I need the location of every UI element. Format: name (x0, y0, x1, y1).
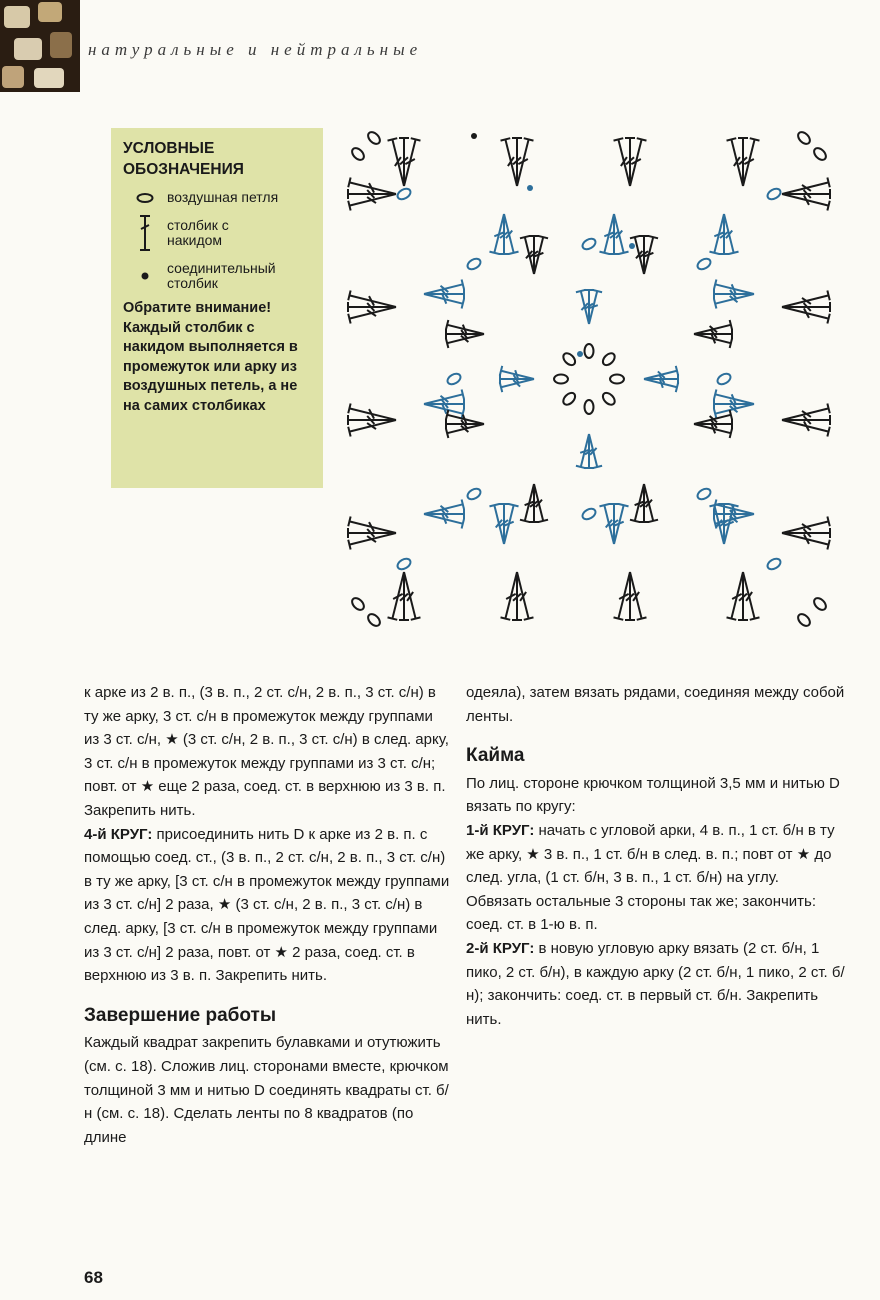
paragraph-finishing: Каждый квадрат закрепить булавками и отутюжить (см. с. 18). Сложив лиц. сторонами вместе, крючком толщиной 3 мм и нитью D соединять квадраты ст. б/н (см. с. 18). Сделать ленты по 8 квадратов (по длине (84, 1034, 449, 1146)
border-round2-text: в новую угловую арку вязать (2 ст. б/н, 1 пико, 2 ст. б/н), в каждую арку (2 ст. б/н, 1 пико, 2 ст. б/н); закончить: соед. ст. в первый ст. б/н. Закрепить нить. (466, 939, 845, 1028)
legend-label-double-crochet: столбик с накидом (167, 217, 229, 248)
paragraph-round4 (84, 823, 450, 988)
corner-photo-thumbnail (0, 0, 80, 92)
slip-stitch-symbol (471, 133, 477, 139)
chain-stitch-symbol (610, 375, 624, 384)
paragraph-round3-end: к арке из 2 в. п., (3 в. п., 2 ст. с/н, 2 в. п., 3 ст. с/н) в ту же арку, 3 ст. с/н в промежуток между группами из 3 ст. с/н, ★ (3 ст. с/н, 2 в. п., 3 ст. с/н) в след. арку, 3 ст. с/н в промежуток между группами из 3 ст. с/н; повт. от ★ еще 2 раза, соед. ст. в верхнюю из 3 в. п. Закрепить нить. (84, 684, 449, 819)
chain-stitch-symbol (350, 146, 366, 162)
chain-stitch-symbol (696, 257, 713, 272)
round4-text: присоединить нить D к арке из 2 в. п. с помощью соед. ст., (3 в. п., 2 ст. с/н, 2 в. п., 3 ст. с/н) в ту же арку, [3 ст. с/н в промежуток между группами из 3 ст. с/н] 2 раза, ★ (3 ст. с/н, 2 в. п., 3 ст. с/н) в след. арку, [3 ст. с/н в промежуток между группами из 3 ст. с/н] 2 раза, повт. от ★ 2 раза, соед. ст. в верхнюю из 3 в. п. Закрепить нить. (84, 825, 450, 985)
legend-item-chain (123, 190, 311, 205)
border-round1-label: 1-й КРУГ: (466, 821, 535, 839)
text-column-left (84, 681, 450, 1149)
chain-stitch-symbol (796, 130, 812, 146)
legend-label-chain: воздушная петля (167, 189, 279, 205)
chain-stitch-symbol (812, 596, 828, 612)
crochet-chart-diagram (334, 124, 844, 634)
chain-stitch-symbol (585, 400, 594, 414)
legend-label-slip-stitch: соединительный столбик (167, 260, 276, 291)
border-round2-label: 2-й КРУГ: (466, 939, 535, 957)
chain-stitch-symbol (446, 372, 463, 387)
chain-stitch-symbol (812, 146, 828, 162)
page-number: 68 (84, 1268, 103, 1287)
round4-label: 4-й КРУГ: (84, 825, 153, 843)
slip-stitch-symbol (629, 243, 635, 249)
text-column-right (466, 681, 846, 1031)
paragraph-border-round2 (466, 937, 846, 1031)
chain-stitch-symbol (581, 237, 598, 252)
legend-item-double-crochet (123, 213, 311, 253)
chain-stitch-symbol (554, 375, 568, 384)
paragraph-border-intro: По лиц. стороне крючком толщиной 3,5 мм и нитью D вязать по кругу: (466, 774, 840, 816)
paragraph-border-round1 (466, 819, 846, 937)
chain-stitch-symbol (581, 507, 598, 522)
chain-stitch-symbol (716, 372, 733, 387)
running-head: натуральные и нейтральные (88, 40, 423, 59)
chain-stitch-symbol (366, 612, 382, 628)
legend-item-slip-stitch (123, 261, 311, 291)
chain-stitch-symbol (466, 257, 483, 272)
chain-stitch-symbol (561, 351, 577, 367)
legend-title: УСЛОВНЫЕ ОБОЗНАЧЕНИЯ (123, 140, 244, 178)
chain-stitch-symbol (696, 487, 713, 502)
heading-border: Кайма (466, 745, 525, 767)
legend-box (111, 128, 323, 488)
slip-stitch-symbol (527, 185, 533, 191)
border-round1-text: начать с угловой арки, 4 в. п., 1 ст. б/н в ту же арку, ★ 3 в. п., 1 ст. б/н в след. в. п.; повт от ★ до след. угла, (1 ст. б/н, 3 в. п., 1 ст. б/н) на углу. Обвязать остальные 3 стороны так же; закончить: соед. ст. в 1-ю в. п. (466, 821, 835, 934)
legend-note: Обратите внимание! Каждый столбик с накидом выполняется в промежуток или арку из воздушных петель, а не на самих столбиках (123, 300, 298, 414)
chain-stitch-icon (135, 192, 155, 204)
chain-stitch-symbol (350, 596, 366, 612)
chain-stitch-symbol (466, 487, 483, 502)
chain-stitch-symbol (396, 557, 413, 572)
chain-stitch-symbol (766, 187, 783, 202)
chain-stitch-symbol (561, 391, 577, 407)
chain-stitch-symbol (585, 344, 594, 358)
chain-stitch-symbol (601, 391, 617, 407)
heading-finishing: Завершение работы (84, 1004, 277, 1026)
slip-stitch-icon (140, 271, 150, 281)
chain-stitch-symbol (766, 557, 783, 572)
chain-stitch-symbol (796, 612, 812, 628)
double-crochet-icon (137, 213, 153, 253)
chain-stitch-symbol (601, 351, 617, 367)
paragraph-continued: одеяла), затем вязать рядами, соединяя между собой ленты. (466, 684, 845, 725)
chain-stitch-symbol (396, 187, 413, 202)
slip-stitch-symbol (577, 351, 583, 357)
chain-stitch-symbol (366, 130, 382, 146)
